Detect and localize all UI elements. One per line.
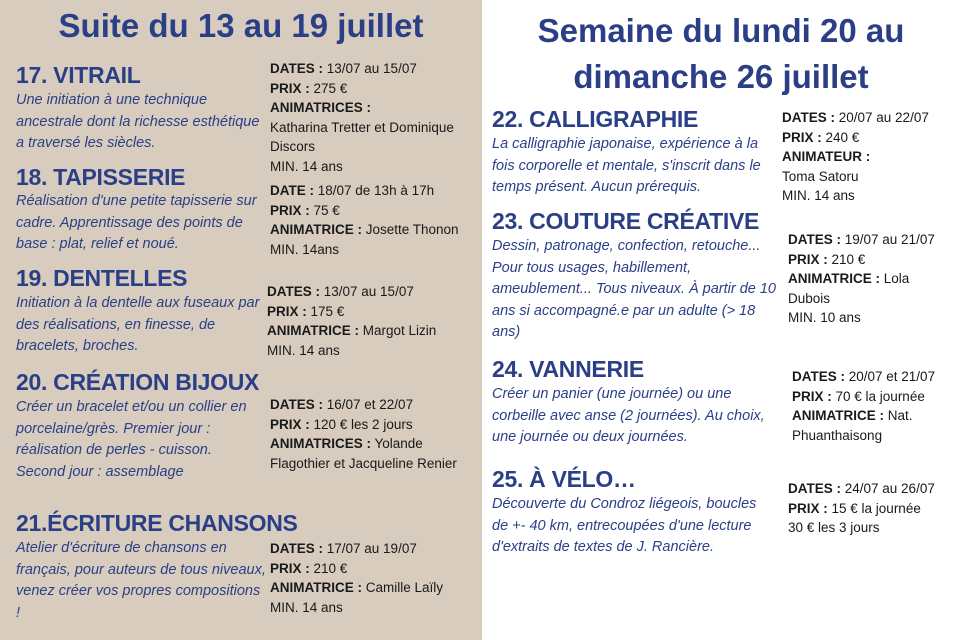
- dates-label: DATES :: [267, 284, 320, 299]
- leader-value: Lola Dubois: [788, 271, 910, 306]
- min-age: MIN. 14 ans: [270, 158, 343, 174]
- workshop-title-chansons: 21.ÉCRITURE CHANSONS: [16, 510, 298, 536]
- leader-label: ANIMATRICES :: [270, 436, 371, 451]
- price-label: PRIX :: [788, 500, 828, 516]
- workshop-title-vitrail: 17. VITRAIL: [16, 62, 141, 88]
- price-label: PRIX :: [270, 80, 310, 96]
- dates-value: 13/07 au 15/07: [323, 61, 417, 76]
- price-value: 120 € les 2 jours: [309, 416, 413, 432]
- leader-value: Camille Laïly: [362, 580, 444, 595]
- price-value: 15 € la journée: [827, 500, 921, 516]
- min-age: MIN. 14 ans: [267, 342, 340, 358]
- price-label: PRIX :: [270, 416, 310, 432]
- dates-label: DATES :: [270, 541, 323, 556]
- workshop-description-chansons: Atelier d'écriture de chansons en français, pour auteurs de tous niveaux, venez créer vos propres compositions !: [16, 540, 266, 621]
- workshop-info-calligraphie: [782, 108, 957, 206]
- workshop-description-dentelles: Initiation à la dentelle aux fuseaux par des réalisations, en finesse, de bracelets, broches.: [16, 295, 260, 354]
- dates-label: DATES :: [270, 397, 323, 412]
- workshop-info-tapisserie: [270, 181, 475, 259]
- workshop-description-tapisserie: Réalisation d'une petite tapisserie sur cadre. Apprentissage des points de base : plat, relief et noué.: [16, 193, 257, 252]
- price-value: 75 €: [309, 202, 340, 218]
- leader-label: ANIMATRICE :: [270, 580, 362, 595]
- dates-value: 24/07 au 26/07: [841, 481, 935, 496]
- dates-label: DATES :: [792, 369, 845, 384]
- workshop-title-velo: 25. À VÉLO…: [492, 466, 636, 492]
- left-heading: Suite du 13 au 19 juillet: [58, 7, 424, 44]
- workshop-info-couture: [788, 230, 950, 328]
- price-value: 275 €: [309, 80, 348, 96]
- right-heading-line1: Semaine du lundi 20 au: [537, 12, 905, 49]
- workshop-description-calligraphie: La calligraphie japonaise, expérience à la fois corporelle et mentale, s'inscrit dans le temps présent. Aucun prérequis.: [492, 136, 761, 195]
- workshop-info-velo: [788, 479, 953, 538]
- dates-label: DATE :: [270, 183, 314, 198]
- leader-value: Josette Thonon: [362, 222, 459, 237]
- workshop-info-vannerie: [792, 367, 952, 445]
- price-label: PRIX :: [270, 560, 310, 576]
- workshop-title-vannerie: 24. VANNERIE: [492, 356, 644, 382]
- min-age: MIN. 14 ans: [782, 188, 855, 203]
- price-label: PRIX :: [270, 202, 310, 218]
- workshop-title-dentelles: 19. DENTELLES: [16, 265, 188, 291]
- price-label: PRIX :: [782, 129, 822, 145]
- right-heading: [482, 8, 960, 100]
- workshop-description-couture: Dessin, patronage, confection, retouche... Pour tous usages, habillement, ameublement... Tous niveaux. À partir de 10 ans si accompagné.e par un adulte (> 18 ans): [492, 238, 776, 340]
- extra-price: 30 € les 3 jours: [788, 520, 880, 535]
- price-value: 175 €: [306, 303, 345, 319]
- price-value: 70 € la journée: [831, 388, 925, 404]
- min-age: MIN. 14ans: [270, 241, 340, 257]
- workshop-title-calligraphie: 22. CALLIGRAPHIE: [492, 106, 699, 132]
- leader-label: ANIMATRICES :: [270, 100, 371, 115]
- leader-value: Yolande Flagothier et Jacqueline Renier: [270, 436, 457, 471]
- price-value: 240 €: [821, 129, 860, 145]
- price-label: PRIX :: [788, 251, 828, 267]
- workshop-description-bijoux: Créer un bracelet et/ou un collier en porcelaine/grès. Premier jour : réalisation de perles - cuisson. Second jour : assemblage: [16, 399, 247, 480]
- leader-label: ANIMATRICE :: [792, 408, 884, 423]
- workshop-description-vannerie: Créer un panier (une journée) ou une corbeille avec anse (2 journées). Au choix, une journée ou deux journées.: [492, 386, 765, 445]
- min-age: MIN. 10 ans: [788, 310, 861, 325]
- dates-label: DATES :: [782, 110, 835, 125]
- dates-value: 20/07 au 22/07: [835, 110, 929, 125]
- workshop-info-dentelles: [267, 282, 472, 360]
- dates-label: DATES :: [270, 61, 323, 76]
- leader-value: Toma Satoru: [782, 168, 859, 184]
- leader-value: Margot Lizin: [359, 323, 437, 338]
- dates-label: DATES :: [788, 481, 841, 496]
- dates-value: 13/07 au 15/07: [320, 284, 414, 299]
- leader-label: ANIMATRICE :: [267, 323, 359, 338]
- right-heading-line2: dimanche 26 juillet: [573, 58, 869, 95]
- dates-value: 17/07 au 19/07: [323, 541, 417, 556]
- workshop-info-vitrail: [270, 59, 475, 176]
- price-value: 210 €: [309, 560, 348, 576]
- leader-value: Katharina Tretter et Dominique Discors: [270, 119, 454, 154]
- dates-value: 19/07 au 21/07: [841, 232, 935, 247]
- dates-value: 16/07 et 22/07: [323, 397, 414, 412]
- dates-value: 18/07 de 13h à 17h: [314, 183, 435, 198]
- dates-value: 20/07 et 21/07: [845, 369, 936, 384]
- workshop-description-vitrail: Une initiation à une technique ancestrale dont la richesse esthétique a traversé les siècles.: [16, 92, 260, 151]
- workshop-title-bijoux: 20. CRÉATION BIJOUX: [16, 369, 260, 395]
- leader-value: Nat. Phuanthaisong: [792, 408, 913, 443]
- price-value: 210 €: [827, 251, 866, 267]
- leader-label: ANIMATEUR :: [782, 149, 871, 164]
- workshop-title-couture: 23. COUTURE CRÉATIVE: [492, 208, 760, 234]
- leader-label: ANIMATRICE :: [788, 271, 880, 286]
- workshop-info-bijoux: [270, 395, 475, 473]
- min-age: MIN. 14 ans: [270, 599, 343, 615]
- price-label: PRIX :: [792, 388, 832, 404]
- dates-label: DATES :: [788, 232, 841, 247]
- workshop-description-velo: Découverte du Condroz liégeois, boucles de +- 40 km, entrecoupées d'une lecture d'extraits de textes de J. Rancière.: [492, 496, 757, 555]
- price-label: PRIX :: [267, 303, 307, 319]
- workshop-title-tapisserie: 18. TAPISSERIE: [16, 164, 186, 190]
- leader-label: ANIMATRICE :: [270, 222, 362, 237]
- workshop-info-chansons: [270, 539, 475, 617]
